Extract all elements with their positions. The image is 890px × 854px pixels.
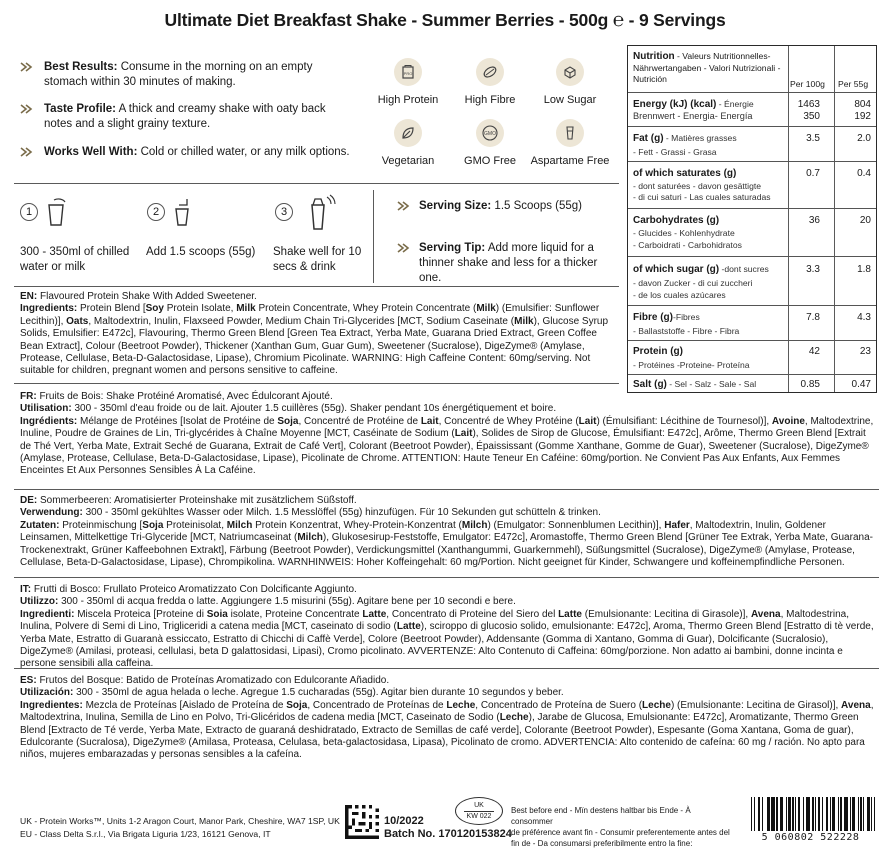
feature-low-sugar — [530, 58, 610, 106]
step-3 — [275, 203, 293, 221]
barcode-bar — [815, 797, 816, 831]
barcode-bar — [774, 797, 775, 831]
barcode-bar — [776, 797, 777, 831]
divider — [14, 668, 879, 669]
step-number: 1 — [20, 203, 38, 221]
title-text: Ultimate Diet Breakfast Shake - Summer Berries - 500g — [164, 10, 609, 30]
bullet-works-well-with — [20, 145, 365, 160]
carbohydrates-translation: - Glucides - Kohlenhydrate — [633, 228, 735, 238]
step-text: Add 1.5 scoops (55g) — [146, 246, 256, 258]
sugar-translation: - de los cuales azúcares — [633, 290, 726, 300]
saturates-translation: - di cui saturi - Las cuales saturadas — [633, 192, 771, 202]
bullet-label: Taste Profile: — [44, 103, 116, 115]
serving-text: 1.5 Scoops (55g) — [494, 200, 583, 212]
leaf-icon — [394, 119, 422, 147]
barcode-bar — [803, 797, 804, 831]
barcode-bar — [871, 797, 872, 831]
bullet-label: Works Well With: — [44, 146, 138, 158]
barcode-bar — [830, 797, 831, 831]
fat-translation: - Fett - Grassi - Grasa — [633, 147, 717, 157]
step-text: Shake well for 10 secs & drink — [273, 246, 362, 273]
nutrition-heading: Nutrition - Valeurs Nutritionnelles- Nährwertangaben - Valori Nutrizionali - Nutrición — [633, 51, 781, 84]
barcode-bar — [840, 797, 841, 831]
barcode-bar — [838, 797, 839, 831]
shaker-icon — [302, 193, 336, 231]
barcode-bar — [858, 797, 859, 831]
gmo-icon — [476, 119, 504, 147]
barcode-bar — [762, 797, 763, 831]
barcode-bar — [754, 797, 755, 831]
barcode-bar — [751, 797, 752, 831]
barcode-bar — [834, 797, 835, 831]
step-number: 3 — [275, 203, 293, 221]
barcode-bar — [874, 797, 875, 831]
divider — [788, 92, 789, 392]
bullet-text: Cold or chilled water, or any milk options. — [140, 146, 350, 158]
saturates-translation: - dont saturées - davon gesättigte — [633, 181, 762, 191]
serving-label: Serving Size: — [419, 200, 492, 212]
protein-translation: - Protéines -Proteine- Proteína — [633, 360, 750, 370]
aspartame-icon — [556, 119, 584, 147]
barcode-bar — [854, 797, 855, 831]
barcode-bar — [808, 797, 809, 831]
barcode-bar — [827, 797, 828, 831]
divider — [788, 46, 789, 92]
feature-label: GMO Free — [464, 155, 516, 167]
footer-address — [20, 815, 340, 841]
section-de: DE: Sommerbeeren: Aromatisierter Proteinshake mit zusätzlichem Süßstoff. Verwendung: 300 - 350ml gekühltes Wasser oder Milch. 1.5 Messlöffel (55g) hinzufügen. Für 10 Sekunden gut schütteln & trinken. Zutaten: Proteinmischung [Soja Proteinisolat, Milch Protein Konzentrat, Whey-Protein-Konzentrat (Milch) (Emulgator: Sonnenblumen Lecithin)], Hafer, Maltodextrin, Inulin, Goldener Leinsamen, Mittelkettige Tri-Glyceride [MCT, Natriumcaseinat (Milch), Glukosesirup-Feststoffe, Emulgator: E472c], Aromastoffe, Thermo Green Blend [Grüner Tee Extrak, Yerba Mate, Guarana-Trockenextrakt, Grüner Kaffeebohnen Extrakt], Färbung (Beetroot Powder), Verdickungsmittel (Xanthangummi, Guarkernmehl), Süßungsmittel (Sucralose), DigeZyme® (Amylase, Protease, Cellulase, Beta-D-Galactosidase, Lipase), Chrompikolina. WARNHINWEIS: Hoher Koffeingehalt: 60 mg/Portion. Nicht geeignet für Kinder, Schwangere und koffeinempfindliche Personen. — [20, 495, 873, 569]
sugar-icon — [556, 58, 584, 86]
batch-number: Batch No. 170120153824 — [384, 828, 512, 840]
bullet-best-results — [20, 60, 350, 90]
barcode-bar — [822, 797, 823, 831]
serving-size — [397, 199, 617, 214]
double-arrow-icon — [397, 242, 411, 254]
estimated-mark: ℮ — [612, 10, 624, 31]
feature-aspartame-free — [528, 119, 612, 167]
feature-high-fibre — [450, 58, 530, 106]
data-matrix-code — [345, 805, 379, 839]
feature-label: High Fibre — [464, 94, 516, 106]
glass-pour-icon — [44, 197, 68, 227]
health-mark-stamp: UK KW 022 — [455, 797, 503, 825]
scoop-icon — [170, 195, 194, 227]
section-en: EN: Flavoured Protein Shake With Added Sweetener. Ingredients: Protein Blend [Soy Protein Isolate, Milk Protein Concentrate, Whey Protein Concentrate (Milk) (Emulsifier: Sunflower Lecithin)], Oats, Maltodextrin, Inulin, Flaxseed Powder, Medium Chain Tri-Glycerides [MCT, Sodium Caseinate (Milk), Glucose Syrup Solids, Emulsifier: E472c], Flavouring, Thermo Green Blend [Green Tea Extract, Yerba Mate, Guarana Dried Extract, Green Coffee Bean Extract], Colour (Beetroot Powder), Thickener (Xanthan Gum, Guar Gum), Sweetener (Sucralose), DigeZyme® (Amylase, Protease, Cellulase, Beta-D-Galactosidase, Lipase), Chromium Picolinate. WARNING: High Caffeine Content: 60mg/serving. Not suitable for children, pregnant women and persons sensitive to caffeine. — [20, 291, 609, 377]
feature-label: Aspartame Free — [530, 155, 610, 167]
sugar-translation: - davon Zucker - di cui zuccheri — [633, 278, 753, 288]
barcode-bar — [786, 797, 787, 831]
barcode-digits: 5 060802 522228 — [743, 832, 878, 843]
divider — [14, 286, 619, 287]
barcode-bar — [847, 797, 848, 831]
double-arrow-icon — [20, 103, 34, 115]
svg-text:PRO: PRO — [403, 71, 413, 76]
column-header-100g: Per 100g — [790, 79, 825, 89]
barcode-bar — [812, 797, 813, 831]
tip-label: Serving Tip: — [419, 242, 486, 254]
carbohydrates-translation: - Carboidrati - Carbohidratos — [633, 240, 742, 250]
fibre-icon — [476, 58, 504, 86]
product-title — [0, 10, 890, 32]
divider — [14, 577, 879, 578]
address-eu: EU - Class Delta S.r.l., Via Brigata Liguria 1/23, 16121 Genova, IT — [20, 829, 271, 839]
barcode-bar — [819, 797, 820, 831]
barcode-bar — [795, 797, 796, 831]
bullet-taste-profile — [20, 102, 350, 132]
double-arrow-icon — [397, 200, 411, 212]
best-before: Best before end - Mïn destens haltbar bis Ende - À consommer de préférence avant fin - Consumir preferentemente antes del fin de - Da consumarsi preferibilmente entro la fine: — [511, 806, 730, 848]
nutrition-table: Nutrition - Valeurs Nutritionnelles- Nährwertangaben - Valori Nutrizionali - Nutrición Per 100g Per 55g Energy (kJ) (kcal) - Énergie 1463 804 Brennwert - Energia- Energía 350 192 Fat (g) - Matières grasses 3.5 2.0 - Fett - Grassi - Grasa of which saturates (g) 0.7 0.4 - dont saturées - davon gesättigte - di cui saturi - Las cuales saturadas Carbohydrates (g) 36 20 - Glucides - Kohlenhydrate - Carboidrati - Carbohidratos of which sugar (g) -dont sucres 3.3 1.8 - davon Zucker - di cui zuccheri - de los cuales azúcares Fibre (g)-Fibres 7.8 4.3 - Ballaststoffe - Fibre - Fibra Protein (g) 42 23 - Protéines -Proteine- Proteína Salt (g) - Sel - Salz - Sale - Sal 0.85 0.47 — [627, 45, 877, 393]
barcode-bar — [863, 797, 864, 831]
double-arrow-icon — [20, 146, 34, 158]
step-number: 2 — [147, 203, 165, 221]
barcode-bar — [790, 797, 791, 831]
fibre-translation: - Ballaststoffe - Fibre - Fibra — [633, 326, 740, 336]
bullet-label: Best Results: — [44, 61, 118, 73]
section-es: ES: Frutos del Bosque: Batido de Proteínas Aromatizado con Edulcorante Añadido. Utilización: 300 - 350ml de agua helada o leche. Agregue 1.5 cucharadas (55g). Agitar bien durante 10 segundos y beber. Ingredientes: Mezcla de Proteínas [Aislado de Proteína de Soja, Concentrado de Proteínas de Leche, Concentrado de Proteína de Suero (Leche) (Emulsionante: Lecitina de Girasol)], Avena, Maltodextrina, Inulina, Semilla de Lino en Polvo, Tri-Glicéridos de cadena media [MCT, Caseinato de Sodio (Leche), Jarabe de Glucosa, Emulsionante: E472c], Aromatizante, Thermo Green Blend [Extracto de Té verde, Yerba Mate, Extracto de guaraná deshidratado, Extracto de Semillas de café verde], Colorante (Beetroot Powder), Espesante (Goma Xantana, Goma de guar), Edulcorante (Sucralosa), DigeZyme® (Amilasa, Proteasa, Celulasa, beta-galactosidasa, Lipasa), Picolinato de cromo. ADVERTENCIA: Alto contenido de cafeína: 60 mg / ración. No apto para niños, mujeres embarazadas y personas sensibles a la cafeína. — [20, 675, 874, 761]
step-text: 300 - 350ml of chilled water or milk — [20, 246, 130, 273]
barcode-bar — [850, 797, 851, 831]
step-2 — [147, 203, 165, 221]
barcode-bar — [860, 797, 861, 831]
batch-date: 10/2022 — [384, 815, 424, 827]
section-it: IT: Frutti di Bosco: Frullato Proteico Aromatizzato Con Dolcificante Aggiunto. Utilizzo: 300 - 350ml di acqua fredda o latte. Aggiungere 1.5 misurini (55g). Agitare bene per 10 secondi e bere. Ingredienti: Miscela Proteica [Proteine di Soia isolate, Proteine Concentrate Latte, Concentrato di Proteine del Siero del Latte (Emulsionante: Lecitina di Girasole)], Avena, Maltodestrina, Inulina, Polvere di Semi di Lino, Trigliceridi a catena media [MCT, caseinato di sodio (Latte), sciroppo di glucosio solido, emulsionante: E472c], Aroma, Thermo Green Blend [Estratto di tè verde, Yerba Mate, Estratto di Guaranà essiccato, Estratto di Chicchi di Caffè Verde], Colore (Beetroot Powder), Addensante (Gomma di Xantano, Gomma di Guar), Dolcificante (Sucralosio), DigeZyme® (Amilasi, proteasi, cellulasi, beta D galattosidasi, Lipasi), Cromo picolinato. AVVERTENZE: Alto Contenuto di Caffeina: 60mg/porzione. Non adatto ai bambini, donne incinta e persone sensibili alla caffeina. — [20, 584, 874, 670]
column-header-55g: Per 55g — [838, 79, 869, 89]
step-1 — [20, 203, 38, 221]
divider — [373, 190, 374, 283]
divider — [14, 489, 879, 490]
address-uk: UK - Protein Works™, Units 1-2 Aragon Court, Manor Park, Cheshire, WA7 1SP, UK — [20, 816, 340, 826]
feature-high-protein — [368, 58, 448, 106]
divider — [14, 183, 619, 184]
tip-text: Add more liquid for a thinner shake and less for a thicker one. — [419, 242, 598, 284]
bullet-text: Consume in the morning on an empty stomach within 30 minutes of making. — [44, 61, 313, 88]
barcode-bar — [782, 797, 783, 831]
section-fr: FR: Fruits de Bois: Shake Protéiné Aromatisé, Avec Édulcorant Ajouté. Utilisation: 300 - 350ml d'eau froide ou de lait. Ajouter 1.5 cuillères (55g). Shaker pendant 10s énergétiquement et boire. Ingrédients: Mélange de Protéines [Isolat de Protéine de Soja, Concentré de Protéine de Lait, Concentré de Whey Protéine (Lait) (Émulsifiant: Lécithine de Tournesol)], Avoine, Maltodextrine, Inuline, Poudre de Graines de Lin, Tri-glycérides à Chaîne Moyenne [MCT, Caséinate de Sodium (Lait), Solides de Sirop de Glucose, Émulsifiant: E472c], Arôme, Thermo Green Blend [Extrait de Thé Vert, Yerba Mate, Extrait Seché de Guarana, Extrait de Café Vert], Colorant (Beetroot Powder), Épaississant (Gomme Xanthane, Gomme de Guar), Sweetener (Sucralose), DigeZyme® (Amylase, Protease, Cellulase, Beta-D-Galactosidase, Lipase), Picolinate de Chrome. ATTENTION: Haute Teneur En Caféine: 60mg/portion. Ne Convient Pas Aux Enfants, Aux Femmes Enceintes Et Aux Personnes Sensibles À La Caféine. — [20, 391, 874, 477]
protein-icon — [394, 58, 422, 86]
feature-label: Low Sugar — [543, 94, 597, 106]
svg-text:GMO: GMO — [484, 131, 496, 137]
feature-label: High Protein — [377, 94, 439, 106]
serving-tip — [397, 241, 622, 286]
bullet-text: A thick and creamy shake with oaty back notes and a slight grainy texture. — [44, 103, 326, 130]
barcode-bar — [799, 797, 800, 831]
ean-barcode — [743, 797, 878, 843]
title-servings: - 9 Servings — [628, 10, 726, 30]
feature-gmo-free — [450, 119, 530, 167]
barcode-bar — [792, 797, 793, 831]
barcode-bar — [768, 797, 769, 831]
double-arrow-icon — [20, 61, 34, 73]
feature-label: Vegetarian — [381, 155, 435, 167]
divider — [14, 383, 619, 384]
barcode-bar — [759, 797, 760, 831]
barcode-bar — [868, 797, 869, 831]
feature-vegetarian — [368, 119, 448, 167]
